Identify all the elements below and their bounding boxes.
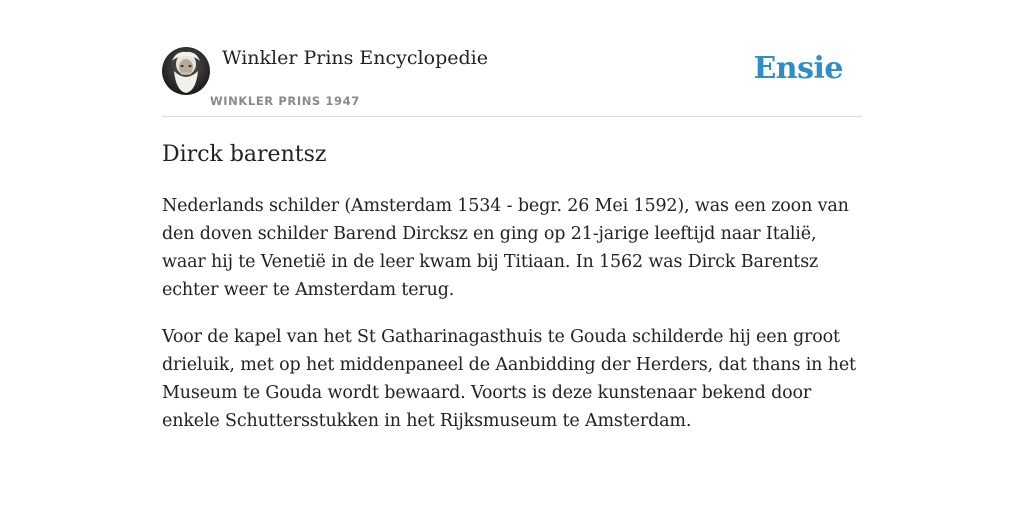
source-avatar[interactable] [162,47,210,95]
source-title[interactable]: Winkler Prins Encyclopedie [222,47,488,69]
paragraph: Nederlands schilder (Amsterdam 1534 - begr. 26 Mei 1592), was een zoon van den doven schilder Barend Dircksz en ging op 21-jarige leeftijd naar Italië, waar hij te Venetië in de leer kwam bij Titiaan. In 1562 was Dirck Barentsz echter weer te Amsterdam terug. [162,196,849,300]
bearded-man-portrait-icon [162,47,210,95]
article-page [162,0,862,431]
source-subtitle: WINKLER PRINS 1947 [210,94,360,108]
page-title: Dirck barentsz [162,142,327,167]
paragraph: Voor de kapel van het St Gatharinagasthuis te Gouda schilderde hij een groot drieluik, met op het middenpaneel de Aanbidding der Herders, dat thans in het Museum te Gouda wordt bewaard. Voorts is deze kunstenaar bekend door enkele Schuttersstukken in het Rijksmuseum te Amsterdam. [162,327,856,431]
article-body [162,192,862,454]
brand-logo[interactable]: Ensie [753,51,843,86]
source-header [162,0,862,117]
